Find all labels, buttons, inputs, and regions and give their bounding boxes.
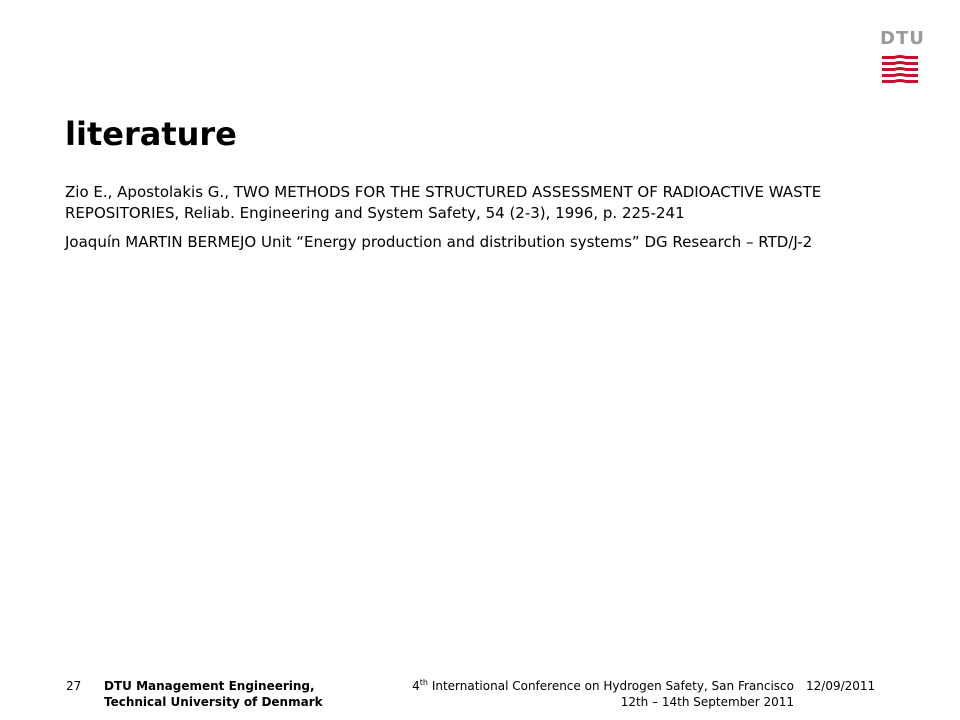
logo-wave-stripe xyxy=(882,55,918,59)
dtu-logo xyxy=(880,28,925,86)
department-line-1: DTU Management Engineering, xyxy=(104,679,315,693)
department-line-2: Technical University of Denmark xyxy=(104,695,323,709)
footer-date: 12/09/2011 xyxy=(806,679,876,693)
logo-wave-stripe xyxy=(882,61,918,65)
footer xyxy=(0,678,960,714)
conference-superscript: th xyxy=(419,678,428,687)
logo-wave-stripe xyxy=(882,79,918,83)
reference-item: Joaquín MARTIN BERMEJO Unit “Energy production and distribution systems” DG Research – RTD/J-2 xyxy=(65,233,813,251)
logo-wave-stripe xyxy=(882,67,918,71)
logo-wave-stripe xyxy=(882,73,918,77)
dtu-logo-text: DTU xyxy=(880,28,925,49)
slide-title: literature xyxy=(65,115,237,153)
footer-conference xyxy=(400,678,794,710)
footer-department xyxy=(104,678,323,710)
reference-list xyxy=(65,182,855,261)
page-number: 27 xyxy=(66,679,82,693)
conference-name: International Conference on Hydrogen Safety, San Francisco xyxy=(428,679,794,693)
conference-line-2: 12th – 14th September 2011 xyxy=(620,695,794,709)
dtu-logo-mark-icon xyxy=(880,54,920,86)
conference-ordinal: 4 xyxy=(412,679,420,693)
reference-item: Zio E., Apostolakis G., TWO METHODS FOR THE STRUCTURED ASSESSMENT OF RADIOACTIVE WASTE REPOSITORIES, Reliab. Engineering and System Safety, 54 (2-3), 1996, p. 225-241 xyxy=(65,183,822,222)
conference-line-1 xyxy=(400,678,794,694)
